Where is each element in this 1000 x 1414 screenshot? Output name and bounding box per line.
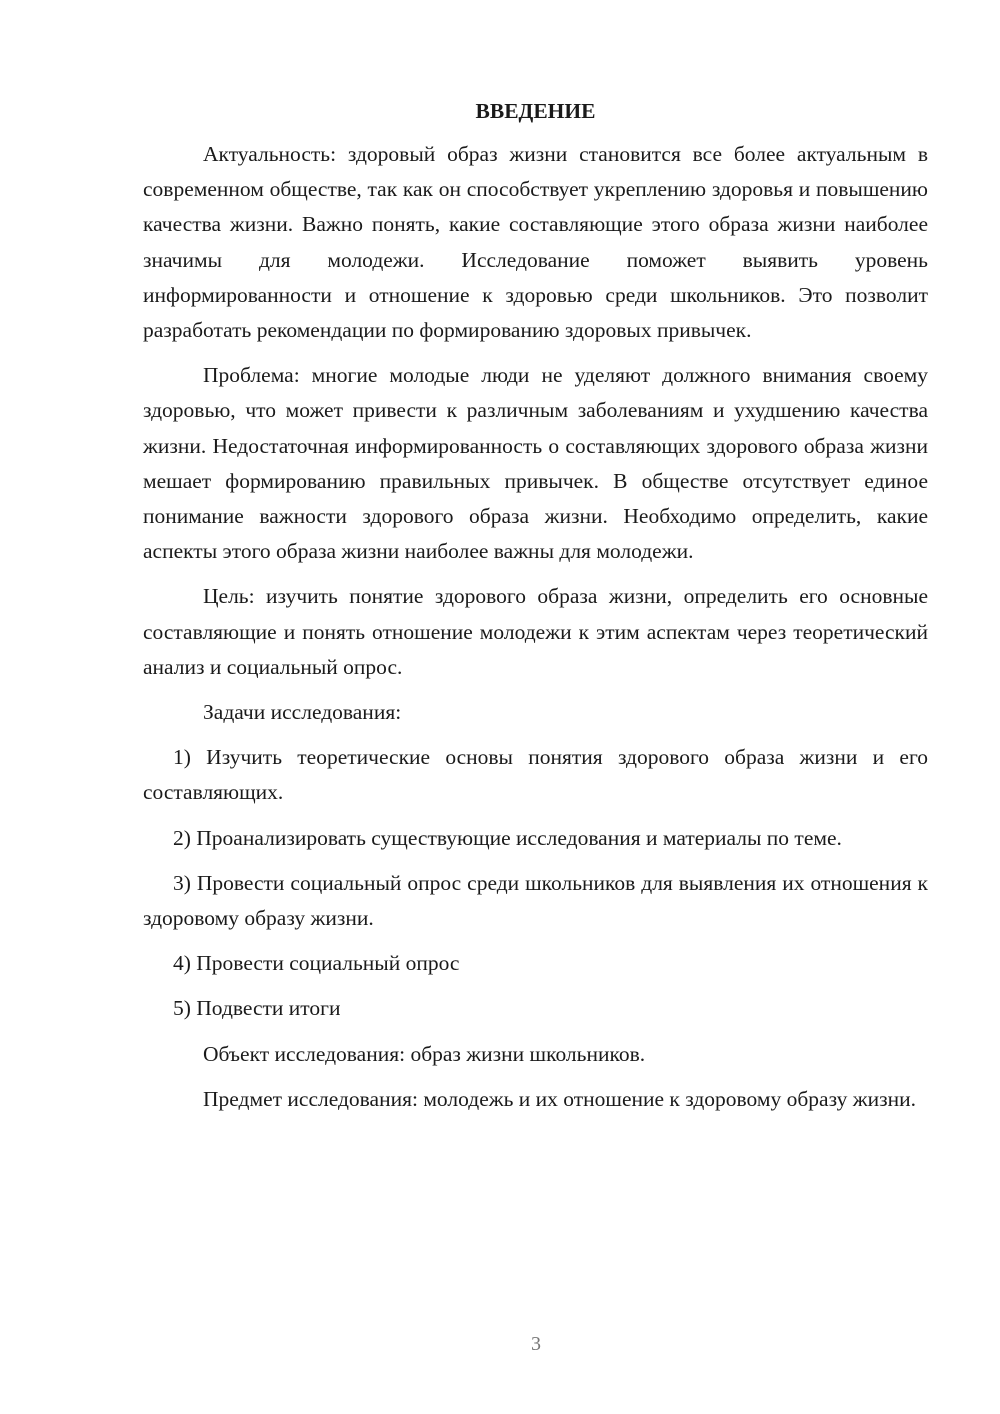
relevance-paragraph: Актуальность: здоровый образ жизни становится все более актуальным в современном обществе, так как он способствует укреплению здоровья и повышению качества жизни. Важно понять, какие составляющие этого образа жизни наиболее значимы для молодежи. Исследование поможет выявить уровень информированности и отношение к здоровью среди школьников. Это позволит разработать рекомендации по формированию здоровых привычек. [143, 142, 928, 343]
task-item-5: 5) Подвести итоги [173, 996, 341, 1021]
task-item-4: 4) Провести социальный опрос [173, 951, 460, 976]
subject-paragraph: Предмет исследования: молодежь и их отношение к здоровому образу жизни. [203, 1086, 917, 1111]
task-item-2: 2) Проанализировать существующие исследования и материалы по теме. [173, 825, 842, 850]
goal-paragraph: Цель: изучить понятие здорового образа жизни, определить его основные составляющие и понять отношение молодежи к этим аспектам через теоретический анализ и социальный опрос. [143, 584, 928, 679]
section-heading: ВВЕДЕНИЕ [475, 99, 596, 123]
task-item-1: 1) Изучить теоретические основы понятия здорового образа жизни и его составляющих. [143, 745, 928, 805]
problem-paragraph: Проблема: многие молодые люди не уделяют должного внимания своему здоровью, что может привести к различным заболеваниям и ухудшению качества жизни. Недостаточная информированность о составляющих здорового образа жизни мешает формированию правильных привычек. В обществе отсутствует единое понимание важности здорового образа жизни. Необходимо определить, какие аспекты этого образа жизни наиболее важны для молодежи. [143, 363, 928, 564]
page-number: 3 [531, 1333, 541, 1355]
page-content [143, 95, 928, 1127]
object-paragraph: Объект исследования: образ жизни школьников. [203, 1041, 646, 1066]
task-item-3: 3) Провести социальный опрос среди школьников для выявления их отношения к здоровому образу жизни. [143, 870, 928, 931]
tasks-title: Задачи исследования: [203, 700, 402, 725]
